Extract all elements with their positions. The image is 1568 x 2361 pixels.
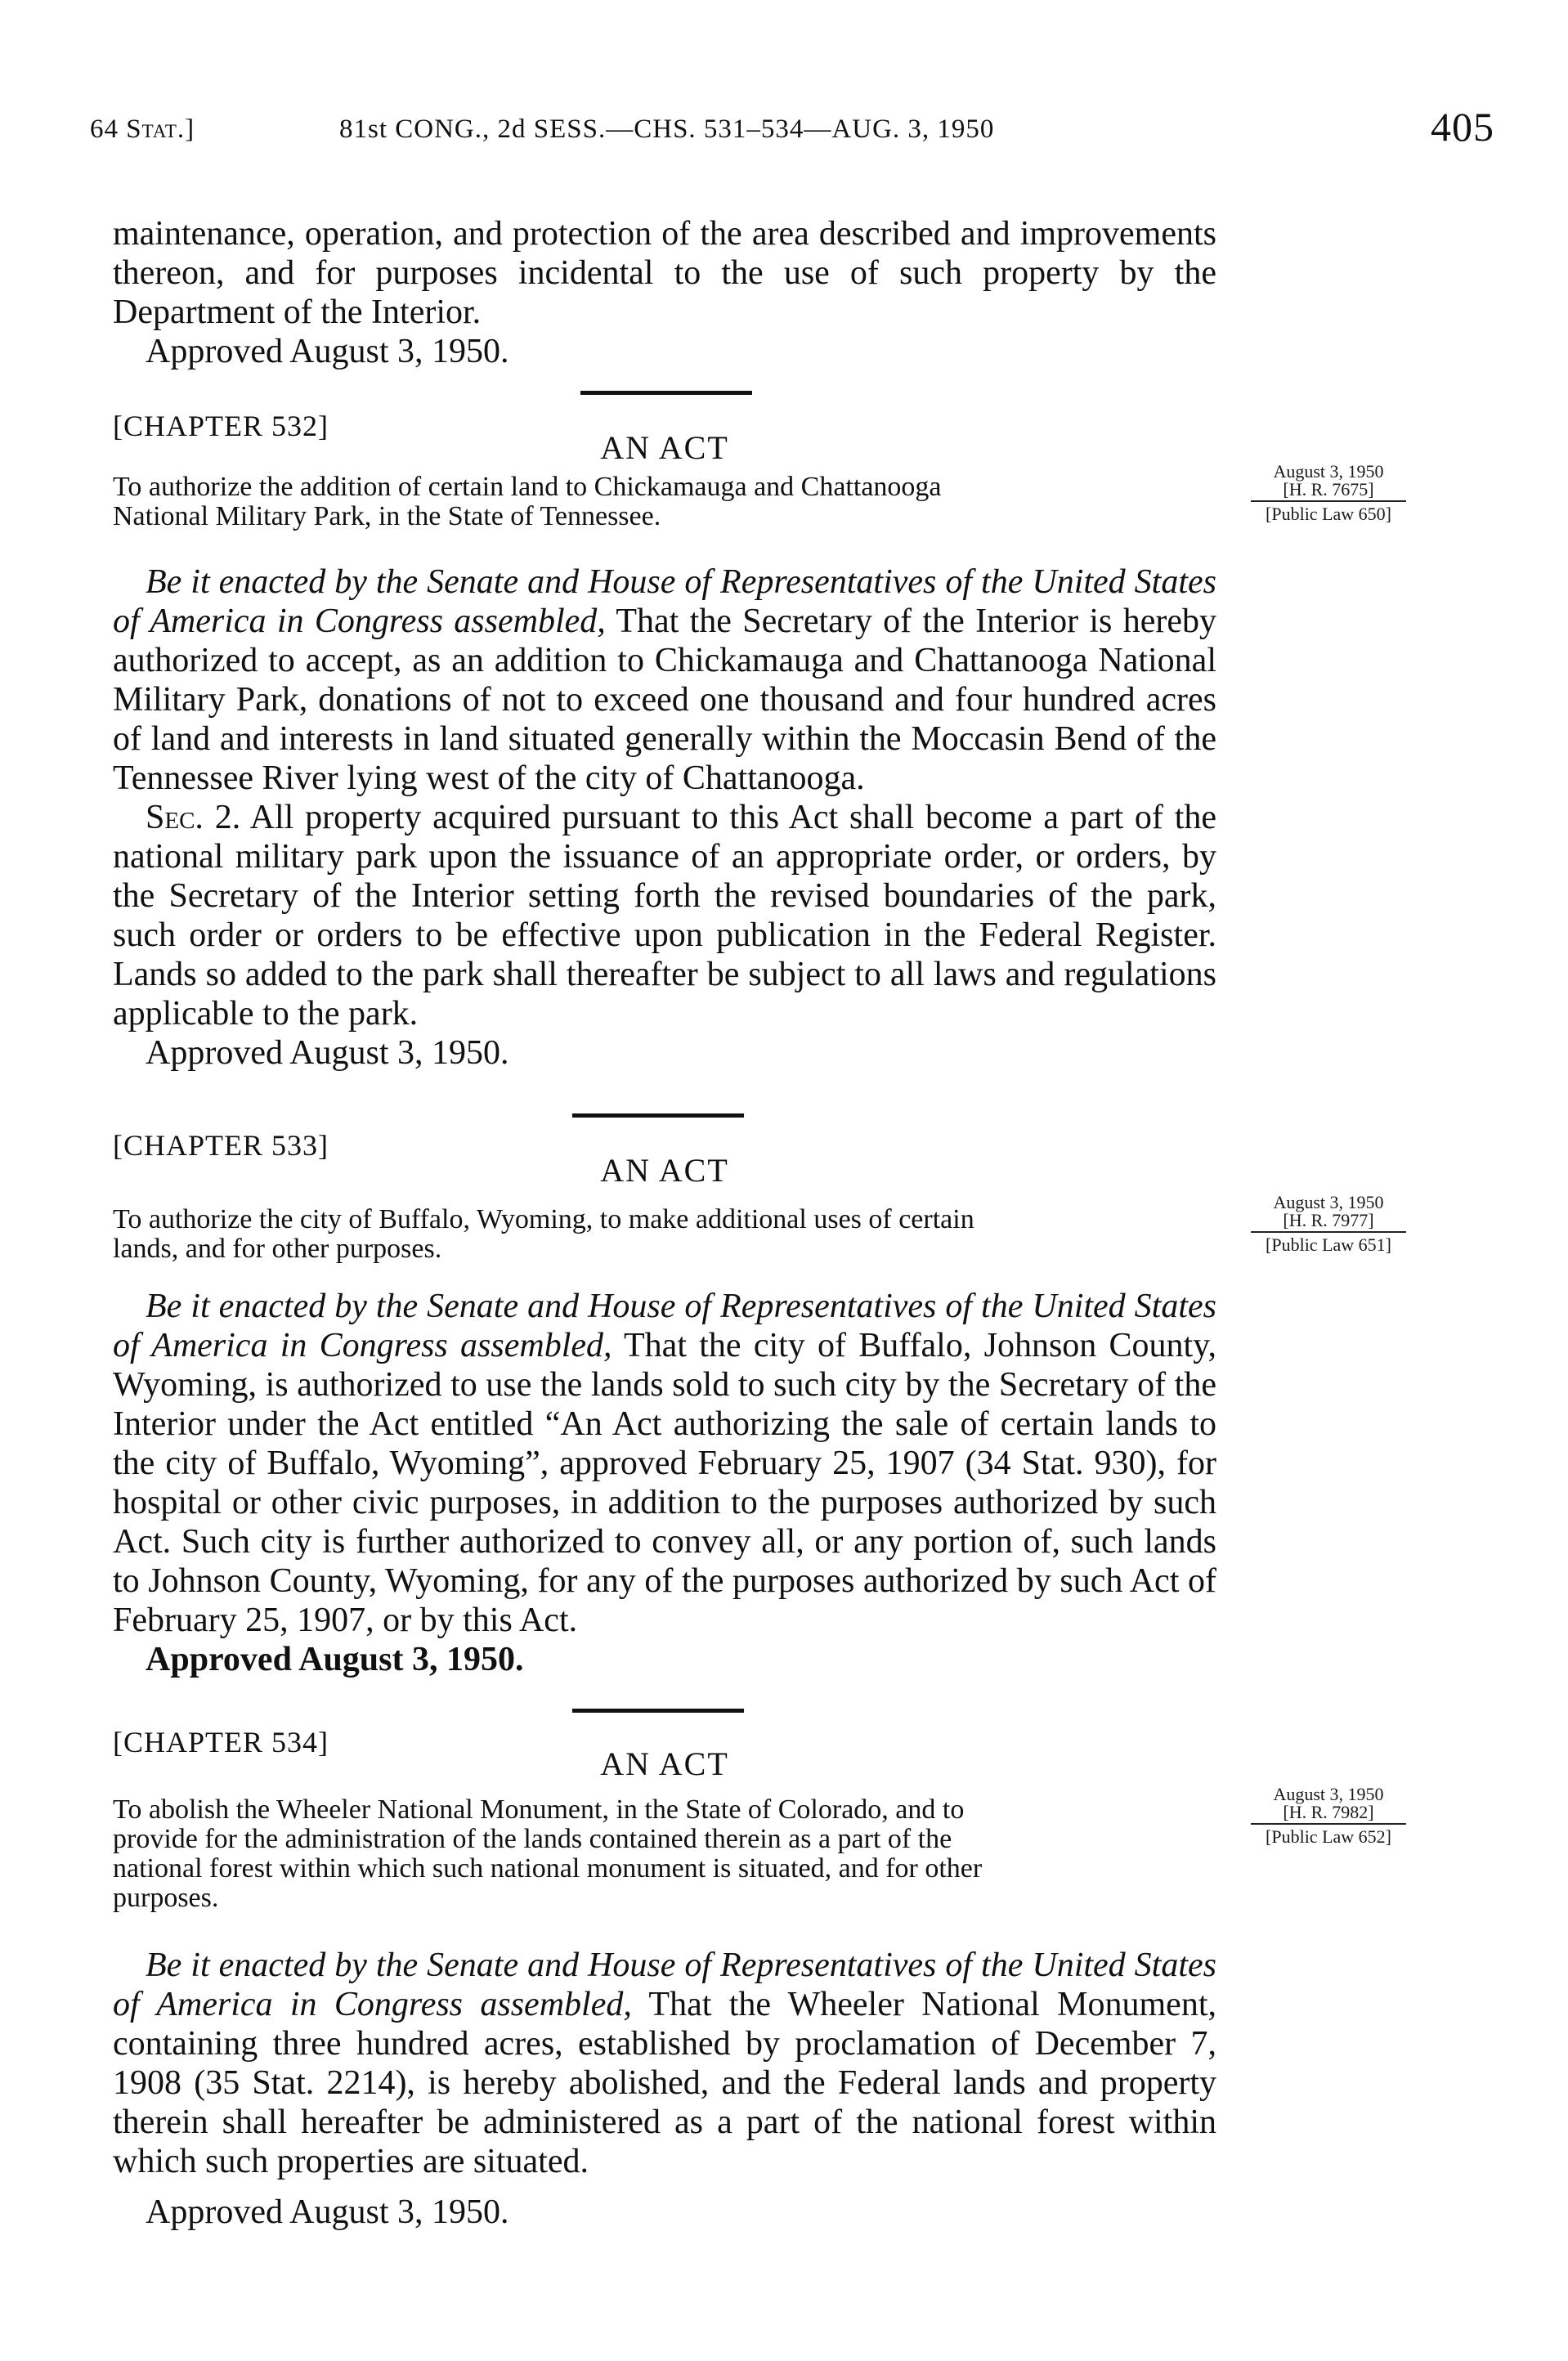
- volume-reference: 64 Stat.]: [90, 114, 195, 144]
- running-head: [90, 114, 1480, 145]
- act-title: [113, 1795, 1216, 1913]
- margin-note-bill: [H. R. 7977]: [1251, 1212, 1406, 1233]
- approved-line: Approved August 3, 1950.: [146, 1034, 509, 1072]
- approved-line: Approved August 3, 1950.: [146, 1641, 524, 1678]
- section-divider-rule: [572, 1113, 744, 1118]
- enacting-text: That the Wheeler National Monument, containing three hundred acres, established by proclamation of December 7, 1908 (35 Stat. 2214), is hereby abolished, and the Federal lands and property therein shall hereafter be administered as a part of the national forest within which such properties are situated.: [113, 1986, 1216, 2180]
- chapter-label: [CHAPTER 533]: [113, 1129, 329, 1162]
- margin-note-public-law: [Public Law 650]: [1266, 504, 1391, 524]
- section-label: Sec. 2.: [146, 799, 241, 836]
- enacting-clause: [113, 1287, 1216, 1640]
- an-act-heading: AN ACT: [600, 429, 729, 466]
- margin-note: [1243, 463, 1414, 523]
- enacting-text: That the Secretary of the Interior is hereby authorized to accept, as an addition to Chickamauga and Chattanooga National Military Park, donations of not to exceed one thousand and four hundred acres of land and interests in land situated generally within the Moccasin Bend of the Tennessee River lying west of the city of Chattanooga.: [113, 603, 1216, 797]
- act-title-line: To abolish the Wheeler National Monument, in the State of Colorado, and to: [113, 1794, 965, 1825]
- section-text: All property acquired pursuant to this Act shall become a part of the national military park upon the issuance of an appropriate order, or orders, by the Secretary of the Interior setting forth the revised boundaries of the park, such order or orders to be effective upon publication in the Federal Register. Lands so added to the park shall thereafter be subject to all laws and regulations applicable to the park.: [113, 799, 1217, 1033]
- section-paragraph: [113, 798, 1216, 1033]
- session-reference: 81st CONG., 2d SESS.—CHS. 531–534—AUG. 3, 1950: [339, 114, 995, 144]
- act-title: [113, 473, 1216, 531]
- margin-note: [1243, 1194, 1414, 1254]
- act-title-line: purposes.: [113, 1883, 219, 1913]
- margin-note-public-law: [Public Law 651]: [1266, 1234, 1391, 1255]
- page-number: 405: [1431, 104, 1494, 150]
- an-act-heading: AN ACT: [600, 1745, 729, 1782]
- an-act-heading: AN ACT: [600, 1152, 729, 1189]
- chapter-label: [CHAPTER 534]: [113, 1726, 329, 1758]
- act-title-line: national forest within which such national monument is situated, and for other: [113, 1853, 983, 1884]
- approved-line: Approved August 3, 1950.: [146, 2193, 509, 2231]
- chapter-label: [CHAPTER 532]: [113, 410, 329, 442]
- continuation-block: [113, 214, 1216, 371]
- chapter-body: [113, 562, 1216, 1073]
- enacting-clause: [113, 562, 1216, 798]
- act-title: [113, 1205, 1216, 1264]
- continuation-text: maintenance, operation, and protection of the area described and improvements thereon, and for purposes incidental to the use of such property by the Department of the Interior.: [113, 215, 1216, 331]
- continuation-approved: Approved August 3, 1950.: [146, 333, 509, 370]
- margin-note-date: August 3, 1950: [1273, 461, 1384, 482]
- act-title-line: lands, and for other purposes.: [113, 1234, 442, 1264]
- section-divider-rule: [572, 1709, 744, 1713]
- enacting-formula: Be it enacted by the Senate and House of Representatives of the United States of America in Congress assembled,: [113, 1288, 1216, 1364]
- margin-note: [1243, 1785, 1414, 1846]
- act-title-line: National Military Park, in the State of Tennessee.: [113, 501, 661, 531]
- margin-note-bill: [H. R. 7982]: [1251, 1803, 1406, 1825]
- enacting-text: That the city of Buffalo, Johnson County, Wyoming, is authorized to use the lands sold to such city by the Secretary of the Interior under the Act entitled “An Act authorizing the sale of certain lands to the city of Buffalo, Wyoming”, approved February 25, 1907 (34 Stat. 930), for hospital or other civic purposes, in addition to the purposes authorized by such Act. Such city is further authorized to convey all, or any portion of, such lands to Johnson County, Wyoming, for any of the purposes authorized by such Act of February 25, 1907, or by this Act.: [113, 1327, 1217, 1639]
- enacting-clause: [113, 1946, 1216, 2181]
- margin-note-date: August 3, 1950: [1273, 1192, 1384, 1212]
- act-title-line: provide for the administration of the lands contained therein as a part of the: [113, 1824, 952, 1854]
- margin-note-public-law: [Public Law 652]: [1266, 1826, 1391, 1847]
- act-title-line: To authorize the addition of certain land to Chickamauga and Chattanooga: [113, 472, 942, 502]
- margin-note-bill: [H. R. 7675]: [1251, 481, 1406, 502]
- chapter-body: [113, 1287, 1216, 1679]
- margin-note-date: August 3, 1950: [1273, 1784, 1384, 1804]
- chapter-body: [113, 1946, 1216, 2232]
- enacting-formula: Be it enacted by the Senate and House of Representatives of the United States of America in Congress assembled,: [113, 1947, 1216, 2023]
- section-divider-rule: [580, 391, 752, 395]
- act-title-line: To authorize the city of Buffalo, Wyoming, to make additional uses of certain: [113, 1204, 974, 1234]
- enacting-formula: Be it enacted by the Senate and House of Representatives of the United States of America in Congress assembled,: [113, 563, 1216, 640]
